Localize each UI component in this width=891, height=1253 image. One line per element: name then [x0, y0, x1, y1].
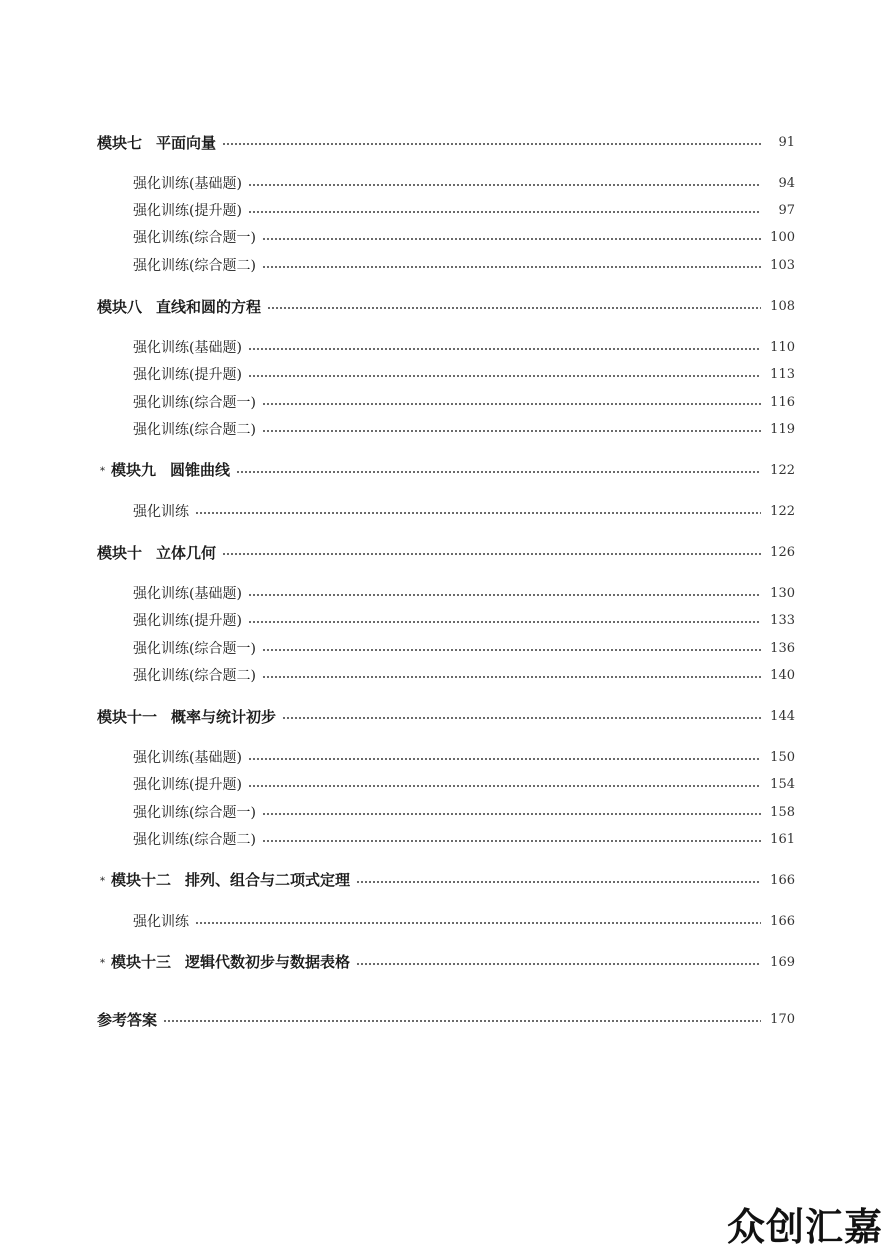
dot-leader — [248, 184, 761, 186]
toc-entry-label — [100, 460, 230, 483]
dot-leader — [248, 594, 761, 596]
page-number: 161 — [770, 832, 795, 847]
module-title: 立体几何 — [156, 544, 217, 562]
dot-leader — [248, 348, 761, 350]
dot-leader — [262, 430, 761, 432]
toc-entry-label — [100, 870, 350, 893]
module-number: 模块十二 — [111, 870, 172, 889]
toc-entry-training[interactable] — [133, 803, 795, 823]
module-number: 模块七 — [97, 134, 143, 152]
page-number: 140 — [770, 668, 795, 683]
page-number: 170 — [770, 1012, 795, 1027]
page-number: 119 — [770, 422, 795, 437]
dot-leader — [248, 621, 761, 623]
toc-entry-training[interactable] — [133, 228, 795, 248]
module-number: 模块九 — [111, 460, 157, 479]
page-number: 113 — [770, 367, 795, 382]
dot-leader — [236, 471, 761, 473]
page-number: 130 — [770, 586, 795, 601]
toc-entry-label — [97, 133, 216, 153]
page-number: 100 — [770, 230, 795, 245]
page-number: 158 — [770, 805, 795, 820]
toc-entry-training[interactable] — [133, 830, 795, 850]
training-title: 强化训练(提升题) — [133, 367, 242, 383]
training-title: 强化训练(提升题) — [133, 203, 242, 219]
page-number: 133 — [770, 613, 795, 628]
dot-leader — [248, 211, 761, 213]
module-title: 排列、组合与二项式定理 — [185, 870, 351, 889]
toc-entry-training[interactable] — [133, 420, 795, 440]
toc-entry-answers[interactable] — [97, 1010, 795, 1030]
training-title: 强化训练(基础题) — [133, 340, 242, 356]
toc-entry-training[interactable] — [133, 174, 795, 194]
page-number: 150 — [770, 750, 795, 765]
page-number: 110 — [770, 340, 795, 355]
dot-leader — [262, 813, 761, 815]
toc-entry-training[interactable] — [133, 912, 795, 932]
dot-leader — [356, 881, 761, 883]
module-title: 直线和圆的方程 — [156, 298, 262, 316]
training-title: 强化训练 — [133, 914, 189, 930]
training-title: 强化训练(综合题二) — [133, 258, 256, 274]
dot-leader — [267, 307, 761, 309]
optional-star-marker: * — [100, 875, 105, 887]
page-number: 166 — [770, 873, 795, 888]
toc-entry-module-11[interactable] — [97, 707, 795, 727]
toc-entry-training[interactable] — [133, 748, 795, 768]
toc-entry-module-7[interactable] — [97, 133, 795, 153]
toc-entry-training[interactable] — [133, 393, 795, 413]
toc-entry-module-8[interactable] — [97, 297, 795, 317]
dot-leader — [262, 266, 761, 268]
toc-entry-module-12[interactable] — [100, 871, 795, 891]
page-number: 166 — [770, 914, 795, 929]
training-title: 强化训练 — [133, 504, 189, 520]
page-number: 108 — [770, 299, 795, 314]
training-title: 强化训练(综合题一) — [133, 641, 256, 657]
training-title: 强化训练(基础题) — [133, 176, 242, 192]
module-number: 模块十 — [97, 544, 143, 562]
training-title: 强化训练(综合题二) — [133, 422, 256, 438]
training-title: 强化训练(提升题) — [133, 777, 242, 793]
dot-leader — [163, 1020, 761, 1022]
toc-entry-training[interactable] — [133, 365, 795, 385]
toc-entry-training[interactable] — [133, 666, 795, 686]
toc-entry-training[interactable] — [133, 201, 795, 221]
training-title: 强化训练(综合题二) — [133, 832, 256, 848]
toc-entry-training[interactable] — [133, 775, 795, 795]
dot-leader — [262, 676, 761, 678]
answers-title: 参考答案 — [97, 1011, 158, 1029]
module-number: 模块八 — [97, 298, 143, 316]
dot-leader — [248, 375, 761, 377]
toc-entry-module-10[interactable] — [97, 543, 795, 563]
page-number: 103 — [770, 258, 795, 273]
page-number: 122 — [770, 504, 795, 519]
module-title: 逻辑代数初步与数据表格 — [185, 952, 351, 971]
dot-leader — [248, 785, 761, 787]
toc-entry-training[interactable] — [133, 502, 795, 522]
training-title: 强化训练(综合题二) — [133, 668, 256, 684]
training-title: 强化训练(提升题) — [133, 613, 242, 629]
optional-star-marker: * — [100, 957, 105, 969]
dot-leader — [262, 238, 761, 240]
dot-leader — [222, 553, 761, 555]
toc-entry-module-9[interactable] — [100, 461, 795, 481]
toc-entry-label — [97, 707, 276, 727]
dot-leader — [262, 649, 761, 651]
toc-entry-training[interactable] — [133, 584, 795, 604]
training-title: 强化训练(基础题) — [133, 586, 242, 602]
toc-entry-training[interactable] — [133, 256, 795, 276]
dot-leader — [195, 512, 761, 514]
page-number: 97 — [778, 203, 795, 218]
training-title: 强化训练(综合题一) — [133, 395, 256, 411]
module-number: 模块十一 — [97, 708, 158, 726]
toc-entry-label — [97, 543, 216, 563]
page-number: 136 — [770, 641, 795, 656]
toc-entry-label — [97, 297, 261, 317]
toc-entry-training[interactable] — [133, 611, 795, 631]
page-number: 169 — [770, 955, 795, 970]
dot-leader — [248, 758, 761, 760]
page-number: 154 — [770, 777, 795, 792]
page-number: 122 — [770, 463, 795, 478]
dot-leader — [262, 840, 761, 842]
training-title: 强化训练(基础题) — [133, 750, 242, 766]
toc-entry-module-13[interactable] — [100, 953, 795, 973]
optional-star-marker: * — [100, 465, 105, 477]
toc-entry-training[interactable] — [133, 338, 795, 358]
page-number: 94 — [778, 176, 795, 191]
module-title: 平面向量 — [156, 134, 217, 152]
module-title: 圆锥曲线 — [170, 460, 231, 479]
page-number: 116 — [770, 395, 795, 410]
dot-leader — [222, 143, 761, 145]
training-title: 强化训练(综合题一) — [133, 230, 256, 246]
page-number: 126 — [770, 545, 795, 560]
dot-leader — [282, 717, 761, 719]
toc-entry-training[interactable] — [133, 639, 795, 659]
page-number: 91 — [778, 135, 795, 150]
watermark-logo: 众创汇嘉 — [726, 1205, 883, 1249]
dot-leader — [195, 922, 761, 924]
dot-leader — [262, 403, 761, 405]
toc-entry-label — [100, 952, 350, 975]
page-number: 144 — [770, 709, 795, 724]
module-title: 概率与统计初步 — [171, 708, 277, 726]
training-title: 强化训练(综合题一) — [133, 805, 256, 821]
module-number: 模块十三 — [111, 952, 172, 971]
dot-leader — [356, 963, 761, 965]
